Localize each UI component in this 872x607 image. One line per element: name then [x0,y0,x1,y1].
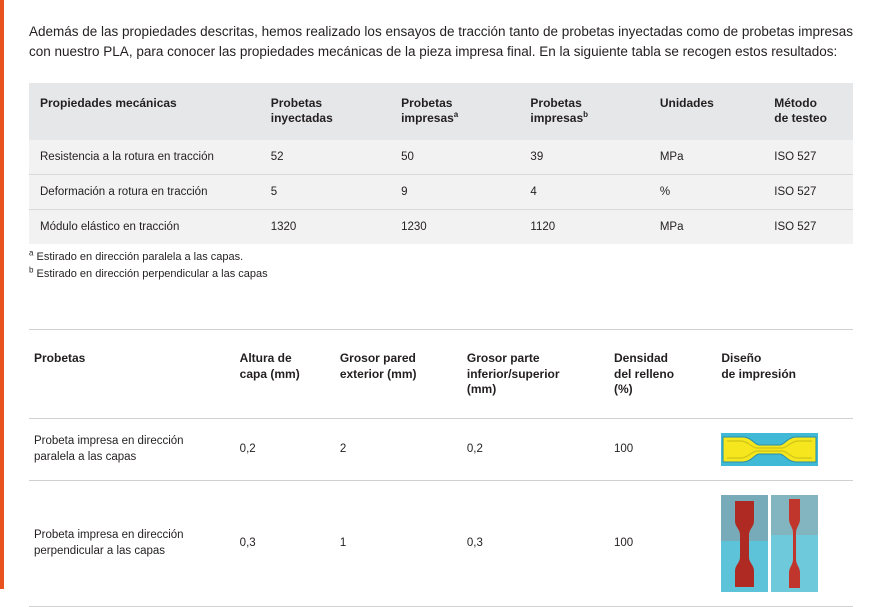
footnote-a-text: Estirado en dirección paralela a las capas. [36,251,244,263]
table1-r2-printed-b: 1120 [522,210,651,245]
table2-r0-specimen-line1: Probeta impresa en dirección [34,435,184,447]
table2-r1-design [721,480,853,606]
table1-col-method-line2: de testeo [774,111,827,125]
dogbone-shape-icon [721,433,818,466]
table1-col-printed-b-line2: impresas [530,111,584,125]
table1-col-method [766,83,853,140]
table1-col-injected-line1: Probetas [270,96,323,110]
table2-col-specimens [29,330,240,419]
table1-col-injected-line2: inyectadas [270,111,333,125]
table1-col-units [652,83,766,140]
table2-r1-specimen-line2: perpendicular a las capas [34,545,166,557]
table-row [29,175,853,210]
table2-col-top-bottom-line3: (mm) [466,382,497,396]
table1-r0-property: Resistencia a la rotura en tracción [29,140,263,175]
table2-col-design-line1: Diseño [721,351,762,365]
footnote-a-marker: a [29,248,34,258]
table1-r2-printed-a: 1230 [393,210,522,245]
table1-r0-printed-a: 50 [393,140,522,175]
table1-col-printed-a-sup: a [453,110,459,119]
table2-r1-wall-thickness: 1 [340,480,467,606]
table1-r0-printed-b: 39 [522,140,651,175]
intro-paragraph: Además de las propiedades descritas, hemos realizado los ensayos de tracción tanto de probetas inyectadas como de probetas impresas con nuestro PLA, para conocer las propiedades mecánicas de la pieza impresa final. En la siguiente tabla se recogen estos resultados: [29,23,853,59]
table2-col-layer-height [240,330,340,419]
table2-col-infill-line2: del relleno [614,366,675,381]
specimen-parallel-image [721,433,818,466]
specimen-perpendicular-image [721,495,818,592]
table1-col-properties-line1: Propiedades mecánicas [40,96,177,110]
footnote-b-text: Estirado en dirección perpendicular a las capas [36,268,268,280]
table2-col-wall-thickness-line1: Grosor pared [339,351,416,365]
table2-body [29,418,853,606]
footnote-b-marker: b [29,265,34,275]
table1-r1-method: ISO 527 [766,175,853,210]
table2-col-design-line2: de impresión [721,366,796,381]
table1-r1-injected: 5 [263,175,393,210]
vertical-dogbone-right-icon [771,495,818,592]
table2-header-row [29,330,853,419]
footnote-a [29,249,268,266]
table2-r0-wall-thickness: 2 [340,418,467,480]
table1-col-printed-b-line1: Probetas [530,96,582,110]
specimen-perpendicular-right [771,495,818,592]
table1-r2-injected: 1320 [263,210,393,245]
table2-col-top-bottom-line2: inferior/superior [466,366,560,381]
table1-r2-units: MPa [652,210,766,245]
table2-r0-specimen [29,418,240,480]
table1-col-properties [29,83,263,140]
table1-body [29,140,853,244]
table1-r1-printed-b: 4 [522,175,651,210]
table-row [29,210,853,245]
table-row [29,140,853,175]
table2-r0-top-bottom: 0,2 [467,418,614,480]
table2-col-infill [614,330,721,419]
table1-r2-property: Módulo elástico en tracción [29,210,263,245]
table1-col-printed-a [393,83,522,140]
table1-r1-property: Deformación a rotura en tracción [29,175,263,210]
table2-r1-top-bottom: 0,3 [467,480,614,606]
table1-col-units-line1: Unidades [659,96,714,110]
table2-col-infill-line1: Densidad [614,351,669,365]
accent-left-rule [0,0,4,589]
table2-r0-layer-height: 0,2 [240,418,340,480]
table1-col-injected [263,83,393,140]
mechanical-properties-table [29,83,853,244]
vertical-dogbone-left-icon [721,495,768,592]
table2-header [29,330,853,419]
table1-header-row [29,83,853,140]
table-row [29,418,853,480]
table1-col-printed-b-sup: b [583,110,589,119]
table2-r1-specimen [29,480,240,606]
table1-r2-method: ISO 527 [766,210,853,245]
table2-col-specimens-line1: Probetas [34,351,86,365]
table1-header [29,83,853,140]
table2-r0-specimen-line2: paralela a las capas [34,451,137,463]
table2-col-wall-thickness [340,330,467,419]
table2-col-top-bottom [467,330,614,419]
table2-col-infill-line3: (%) [614,382,633,396]
footnotes [29,249,268,283]
table1-r0-units: MPa [652,140,766,175]
table1-r0-injected: 52 [263,140,393,175]
specimen-perpendicular-left [721,495,768,592]
print-parameters-table [29,329,853,607]
table2-r1-infill: 100 [614,480,721,606]
table1-col-method-line1: Método [774,96,817,110]
table2-r1-layer-height: 0,3 [240,480,340,606]
table2-col-layer-height-line2: capa (mm) [239,366,300,381]
table2-col-top-bottom-line1: Grosor parte [466,351,540,365]
table2-r1-specimen-line1: Probeta impresa en dirección [34,529,184,541]
table1-r1-units: % [652,175,766,210]
table2-col-layer-height-line1: Altura de [239,351,292,365]
footnote-b [29,266,268,283]
table1-col-printed-b [522,83,651,140]
table2-col-wall-thickness-line2: exterior (mm) [339,366,417,381]
table2-r0-design [721,418,853,480]
table1-r0-method: ISO 527 [766,140,853,175]
table-row [29,480,853,606]
table1-col-printed-a-line1: Probetas [401,96,453,110]
table1-r1-printed-a: 9 [393,175,522,210]
table1-col-printed-a-line2: impresas [401,111,454,125]
table2-col-design [721,330,853,419]
table2-r0-infill: 100 [614,418,721,480]
